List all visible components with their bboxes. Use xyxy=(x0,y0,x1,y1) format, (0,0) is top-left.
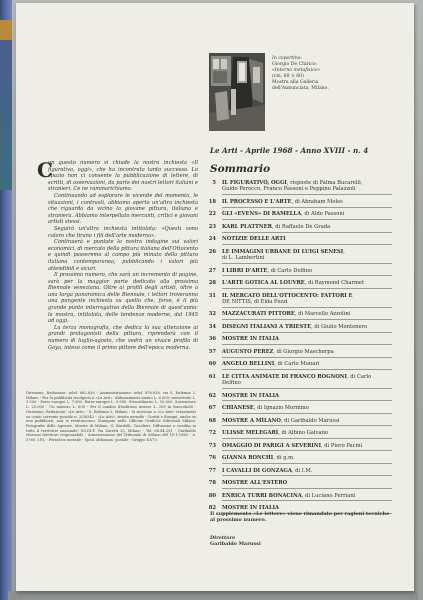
toc-divider xyxy=(222,244,392,245)
toc-entry-title: L'ARTE GOTICA AL LOUVRE xyxy=(222,280,305,287)
toc-divider xyxy=(222,344,392,345)
supplement-note: Il supplemento «Le lettere» viene rimandato per ragioni tecniche al prossimo numero. xyxy=(210,511,390,523)
caption-line: Giorgio De Chirico: xyxy=(272,62,318,68)
toc-divider xyxy=(222,475,392,476)
toc-entry-author: , di Garibaldo Marussi xyxy=(280,417,340,424)
toc-divider xyxy=(222,207,392,208)
caption-line: dell'Annunciata, Milano. xyxy=(272,86,329,92)
toc-divider xyxy=(222,307,392,308)
toc-page-number: 24 xyxy=(208,236,216,243)
toc-divider xyxy=(222,388,392,389)
toc-entry-text xyxy=(222,249,392,262)
editorial-paragraph: Il prossimo numero, che sarà un incremento di pagine, sarà per la maggior parte dedicato alla prossima Biennale veneziana. Oltre ai profili degli artisti, oltre a una larga panoramica delle Biennale, i lettori troveranno una pungente inchiesta su quello che, forse, è il più grande punto interrogativo della Biennale di quest'anno: la mostra, intitolata, delle tendenze moderne, dal 1945 ad oggi. xyxy=(48,272,198,325)
toc-entry-text xyxy=(222,405,392,411)
toc-entry-author: , di I.M. xyxy=(291,467,313,474)
toc-entry-continuation: Delfino xyxy=(222,380,241,387)
toc-entry-author: , di Abraham Moles xyxy=(291,198,343,205)
toc-page-number: 57 xyxy=(208,348,216,355)
toc-entry-title: ENRICA TURRI BONACINA xyxy=(222,492,302,499)
toc-page-number: 62 xyxy=(208,392,216,399)
toc-entry-author: , di Carlo Munari xyxy=(274,361,320,368)
toc-divider xyxy=(222,194,392,195)
toc-page-number: 80 xyxy=(208,492,216,499)
toc-divider xyxy=(222,275,392,276)
caption-line: «Interno metafisico» xyxy=(272,68,321,74)
toc-divider xyxy=(222,232,392,233)
toc-entry-title: DISEGNI ITALIANI A TRIESTE xyxy=(222,323,312,330)
caption-line: (cm. 80 × 60) xyxy=(272,74,304,80)
toc-entry-author: , di Giorgio Mascherpa xyxy=(273,348,334,355)
toc-page-number: 78 xyxy=(208,480,216,487)
toc-entry-text xyxy=(222,349,392,355)
toc-page-number: 31 xyxy=(208,292,216,299)
toc-entry-author: , di Carlo Delfino xyxy=(267,267,313,274)
toc-entry-author: , di Raymond Charmet xyxy=(304,280,365,287)
page-stack-edge xyxy=(8,591,418,600)
caption-line: In copertina: xyxy=(272,56,302,61)
editorial-paragraph: Seguirà un'altra inchiesta intitolata: «Questi sono coloro che tirano i fili dell'arte moderna». xyxy=(48,225,198,239)
toc-page-number: 5 xyxy=(212,180,216,186)
toc-entry-title: KARL PLATTNER xyxy=(222,223,272,230)
toc-entry-title: CHIANESE xyxy=(222,405,254,412)
toc-divider xyxy=(222,463,392,464)
toc-entry-title: IL PROCESSO E L'ARTE xyxy=(222,198,292,205)
toc-entry-text xyxy=(222,211,392,217)
toc-divider xyxy=(222,500,392,501)
editorial-text xyxy=(48,160,198,351)
toc-entry-title: MOSTRE ALL'ESTERO xyxy=(222,480,288,487)
toc-divider xyxy=(222,488,392,489)
toc-page-number: 27 xyxy=(208,267,216,274)
toc-entry-author: , di Raffaele De Grada xyxy=(271,223,331,230)
toc-entry-author: , di Aldo Passoni xyxy=(301,211,345,218)
toc-entry-author: , di Marcello Azzolini xyxy=(294,311,351,318)
toc-entry-text xyxy=(222,293,392,306)
toc-entry-author: , di Piero Pacini xyxy=(321,442,363,449)
toc-page-number: 23 xyxy=(208,223,216,230)
toc-entry-text xyxy=(222,418,392,424)
toc-entry-title: LE CITTA ANIMATE DI FRANCO ROGNONI xyxy=(222,373,347,380)
toc-entry-text xyxy=(222,336,392,342)
toc-divider xyxy=(222,357,392,358)
editorial-paragraph: on questo numero si chiude la nostra inchiesta «Il figurativo, oggi», che ha incontrato tanto successo. Lo spazio non ci consente la pubblicazione di lettere, di scritti, di osservazioni, da parte dei nostri lettori italiani e stranieri. Ce ne rammarichiamo. xyxy=(48,160,198,193)
toc-page-number: 22 xyxy=(208,211,216,218)
toc-entry-continuation: DE NITTIS, di Elda Fezzi xyxy=(222,298,288,305)
toc-entry-continuation: di L. Lambertini xyxy=(222,255,265,262)
toc-entry-text xyxy=(222,224,392,230)
contents-heading: Sommario xyxy=(210,163,271,175)
toc-entry-text xyxy=(222,430,392,436)
toc-entry-title: GLI «EVENS» DI RAMELLA xyxy=(222,211,302,218)
toc-page-number: 26 xyxy=(208,248,216,255)
toc-page-number: 67 xyxy=(208,405,216,412)
toc-divider xyxy=(222,413,392,414)
toc-entry-title: MOSTRE A MILANO xyxy=(222,417,281,424)
toc-page-number: 18 xyxy=(208,198,216,205)
issue-info: Le Arti - Aprile 1968 - Anno XVIII - n. 4 xyxy=(210,146,369,155)
toc-page-number: 82 xyxy=(208,505,216,512)
toc-entry-text xyxy=(222,455,392,461)
toc-page-number: 68 xyxy=(208,417,216,424)
toc-entry-title: IL MERCATO DELL'OTTOCENTO: FATTORI E xyxy=(222,292,353,299)
toc-entry-text xyxy=(222,199,392,205)
toc-entry-title: OMAGGIO DI PARIGI A SEVERINI xyxy=(222,442,321,449)
toc-entry-text xyxy=(222,324,392,330)
toc-page-number: 73 xyxy=(208,442,216,449)
toc-entry-title: AUGUSTO PEREZ xyxy=(222,348,274,355)
toc-entry-text xyxy=(222,180,392,193)
colophon: Direzione, Redazione: telef. 862.828 - Amministrazione: telef. 876.636, via S. Eufemia 2, Milano - Per la pubblicità rivolgersi a «Le Arti». Abbonamento annuo L. 6.000; semestrale L. 3.500 - Paesi europei L. 7.000. Extra-europei L. 9.000. Straordinario L. 10.000. Sostenitore L. 25.000 - Un numero L. 600 - Per il cambio d'indirizzo inviare L. 100 in francobolli - Direzione, Redazione: «Le Arti» - S. Eufemia 2, Milano - Si ricevono a «Le Arti» versamenti su conto corrente postale n. 3/36542 - «Le Arti», rivista mensile - Scritti e disegni, anche se non pubblicati, non si restituiscono. Stampato nelle Officine Grafiche Editoriali Milano. Fotografie delle Agenzie, Mostre di Milano, G. Bardelli, Cavalieri. Diffusione e vendita in tutto il territorio nazionale: SO.DI.P. Via Zuretti 25, Milano - Tel. 68.84.251 - Garibaldo Marussi direttore responsabile - Autorizzazione del Tribunale di Milano del 15-1-1962 - n. 5760. I.P.I. - Periodico mensile - Sped. abbonam. postale - Gruppo III/70. xyxy=(26,391,196,443)
toc-page-number: 32 xyxy=(208,311,216,318)
toc-divider xyxy=(222,332,392,333)
toc-divider xyxy=(222,319,392,320)
toc-entry-text xyxy=(222,236,392,242)
toc-divider xyxy=(222,263,392,264)
metaphysical-interior-painting xyxy=(209,53,265,131)
toc-entry-text xyxy=(222,468,392,474)
editorial-paragraph: Continuando ad esplorare le vicende del momento, le situazioni, i contrasti, abbiamo aperto un'altra inchiesta che riguarda da vicino la giovane pittura, italiana e straniera. Abbiamo interpellato mercanti, critici e giovani artisti stessi. xyxy=(48,192,198,226)
cover-caption xyxy=(272,56,382,93)
toc-entry-author: , di Ignazio Mormino xyxy=(253,405,309,412)
toc-page-number: 28 xyxy=(208,280,216,287)
toc-entry-continuation: Guido Perocco, Franco Passoni e Peppino Palazzoli xyxy=(222,186,356,193)
toc-divider xyxy=(222,438,392,439)
toc-entry-title: MOSTRE IN ITALIA xyxy=(222,505,280,512)
toc-entry-author: , xyxy=(343,248,345,255)
toc-page-number: 36 xyxy=(208,336,216,343)
toc-entry-title: IL FIGURATIVO, OGGI xyxy=(222,180,287,186)
toc-entry-text xyxy=(222,280,392,286)
toc-divider xyxy=(222,425,392,426)
toc-entry-author: , risposte di Palma Bucarelli, xyxy=(286,180,363,186)
toc-entry-title: LE IMMAGINI URBANE DI LUIGI SENESI xyxy=(222,248,344,255)
toc-divider xyxy=(222,400,392,401)
toc-entry-title: MOSTRE IN ITALIA xyxy=(222,336,280,343)
toc-entry-text xyxy=(222,374,392,387)
toc-entry-text xyxy=(222,480,392,486)
toc-entry-title: MOSTRE IN ITALIA xyxy=(222,392,280,399)
toc-entry-author: , di Albino Galvano xyxy=(278,430,329,437)
caption-line: Mostra alla Galleria xyxy=(272,80,319,86)
toc-entry-author: , di g.m. xyxy=(273,455,295,462)
toc-entry-title: ULISSE MELEGARI xyxy=(222,430,279,437)
toc-page-number: 77 xyxy=(208,467,216,474)
cover-thumbnail-image xyxy=(209,53,265,131)
toc-entry-author: , di Giulio Montenero xyxy=(311,323,368,330)
director-label: Direttore xyxy=(210,535,236,541)
toc-entry-text xyxy=(222,268,392,274)
toc-entry-title: MAZZACURATI PITTORE xyxy=(222,311,295,318)
toc-page-number: 72 xyxy=(208,430,216,437)
toc-divider xyxy=(222,288,392,289)
toc-entry-title: GIANNA RONCHI xyxy=(222,455,274,462)
spine-band xyxy=(0,40,12,190)
editorial-paragraph: La terza monografia, che dedica la sua attenzione ai grandi protagonisti della pittura, riprenderà con il numero di luglio-agosto, che vedrà un vivace profilo di Goya, inteso come il primo pittore dell'epoca moderna. xyxy=(48,324,198,351)
toc-entry-author: , di Luciano Ferriani xyxy=(301,492,356,499)
toc-entry-text xyxy=(222,393,392,399)
toc-entry-title: ANGELO BELLINI xyxy=(222,361,275,368)
toc-entry-title: NOTIZIE DELLE ARTI xyxy=(222,236,286,243)
toc-page-number: 76 xyxy=(208,455,216,462)
toc-divider xyxy=(222,369,392,370)
toc-divider xyxy=(222,219,392,220)
toc-page-number: 61 xyxy=(208,373,216,380)
editorial-paragraph: Continuerà e puntate la nostra indagine sui valori economici, di mercato della pittura italiana dell'Ottocento e quindi passeremo al campo più minato della pittura italiana contemporanea, pubblicando i valori più attendibili e sicuri. xyxy=(48,239,198,272)
toc-entry-text xyxy=(222,361,392,367)
drop-cap: C xyxy=(37,158,53,182)
toc-entry-text xyxy=(222,493,392,499)
toc-entry-author: , di Carlo xyxy=(346,373,372,380)
toc-entry-text xyxy=(222,443,392,449)
toc-page-number: 60 xyxy=(208,361,216,368)
toc-entry-title: I LIBRI D'ARTE xyxy=(222,267,268,274)
toc-entry-text xyxy=(222,311,392,317)
toc-divider xyxy=(222,450,392,451)
director-name: Garibaldo Marussi xyxy=(210,541,261,547)
toc-entry-title: I CAVALLI DI GONZAGA xyxy=(222,467,292,474)
spine-band xyxy=(0,20,12,42)
toc-page-number: 34 xyxy=(208,323,216,330)
